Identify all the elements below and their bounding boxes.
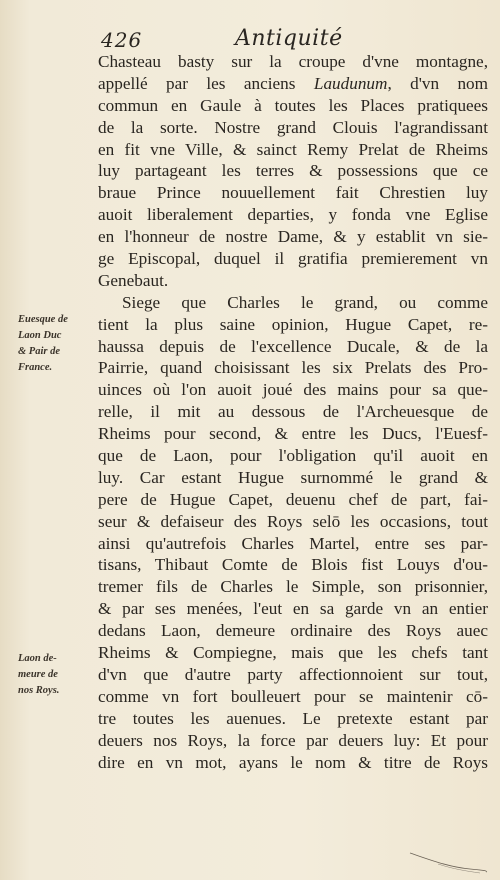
text-span: que de Laon, pour l'obligation qu'il auoit en: [98, 446, 488, 466]
text-line: [98, 533, 488, 555]
text-span: Rheims & Compiegne, mais que les chefs tant: [98, 643, 488, 663]
text-line: [98, 314, 488, 336]
text-span: & par ses menées, l'eut en sa garde vn an entier: [98, 599, 488, 619]
text-line: [98, 73, 488, 95]
text-span: braue Prince nouuellement fait Chrestien luy: [98, 183, 488, 203]
text-span: auoit liberalement departies, y fonda vne Eglise: [98, 205, 488, 225]
text-line: [98, 117, 488, 139]
text-line: [98, 664, 488, 686]
text-line: [98, 248, 488, 270]
text-span: , d'vn nom: [387, 73, 488, 93]
text-span: tisans, Thibaut Comte de Blois fist Louys d'ou-: [98, 555, 488, 575]
text-span: Pairrie, quand choisissant les six Prelats des Pro-: [98, 358, 488, 378]
italic-term: Laudunum: [313, 73, 388, 93]
text-span: seur & defaiseur des Roys selō les occasions, tout: [98, 511, 488, 531]
text-span: Genebaut.: [98, 270, 169, 290]
text-line: [98, 598, 488, 620]
margin-note-line: Laon Duc: [18, 330, 62, 341]
text-line: [98, 620, 488, 642]
body-text: [98, 51, 488, 773]
text-line: [98, 554, 488, 576]
page-header: [95, 26, 485, 52]
text-span: relle, il mit au dessous de l'Archeuesque de: [98, 402, 488, 422]
text-span: d'vn que d'autre party affectionnoient sur tout,: [98, 664, 488, 684]
margin-note-line: Euesque de: [18, 314, 68, 325]
text-span: Chasteau basty sur la croupe d'vne montagne,: [98, 52, 488, 71]
text-line: [98, 730, 488, 752]
text-span: dire en vn mot, ayans le nom & titre de Roys: [98, 752, 488, 772]
text-line: [98, 489, 488, 511]
text-line: [98, 423, 488, 445]
text-line: [98, 752, 488, 774]
text-line: [98, 270, 488, 292]
text-line: [98, 336, 488, 358]
text-span: commun en Gaule à toutes les Places pratiquees: [98, 95, 488, 115]
margin-note-line: & Pair de: [18, 346, 60, 357]
text-line: [98, 401, 488, 423]
text-line: [98, 511, 488, 533]
text-span: appellé par les anciens: [98, 73, 314, 93]
text-span: en fit vne Ville, & sainct Remy Prelat de Rheims: [98, 139, 488, 159]
pen-stroke-mark: [408, 845, 488, 875]
text-span: tient la plus saine opinion, Hugue Capet, re-: [98, 314, 488, 334]
text-span: deuers nos Roys, la force par deuers luy: Et pour: [98, 730, 488, 750]
text-span: en l'honneur de nostre Dame, & y establit vn sie-: [98, 227, 488, 247]
text-line: [98, 182, 488, 204]
text-span: Rheims pour second, & entre les Ducs, l'Euesf-: [98, 424, 488, 444]
text-span: uinces où l'on auoit joué des mains pour sa que-: [98, 380, 488, 400]
text-span: de la sorte. Nostre grand Clouis l'agrandissant: [98, 117, 488, 137]
text-line: [98, 686, 488, 708]
text-span: tremer fils de Charles le Simple, son prisonnier,: [98, 577, 488, 597]
text-span: tre toutes les auenues. Le pretexte estant par: [98, 708, 488, 728]
margin-note-laon-residence: [18, 651, 96, 699]
text-span: haussa depuis de l'excellence Ducale, & de la: [98, 336, 488, 356]
text-span: pere de Hugue Capet, deuenu chef de part, fai-: [98, 489, 488, 509]
text-span: comme vn fort boulleuert pour se maintenir cō-: [98, 686, 488, 706]
text-line: [98, 576, 488, 598]
margin-note-line: meure de: [18, 669, 58, 680]
text-line: [98, 642, 488, 664]
text-line: [98, 292, 488, 314]
text-span: luy. Car estant Hugue surnommé le grand &: [98, 467, 488, 487]
text-line: [98, 445, 488, 467]
text-line: [98, 467, 488, 489]
text-line: [98, 51, 488, 73]
text-span: ainsi qu'autrefois Charles Martel, entre ses par-: [98, 533, 488, 553]
text-span: ge Episcopal, duquel il gratifia premierement vn: [98, 249, 488, 269]
page-number: 426: [101, 28, 143, 52]
margin-note-line: Laon de-: [18, 653, 57, 664]
margin-note-line: nos Roys.: [18, 685, 60, 696]
text-line: [98, 95, 488, 117]
text-span: luy partageant les terres & possessions que ce: [98, 161, 488, 181]
running-title: Antiquité: [235, 26, 343, 51]
text-line: [98, 379, 488, 401]
text-line: [98, 226, 488, 248]
text-line: [98, 160, 488, 182]
text-line: [98, 357, 488, 379]
text-line: [98, 204, 488, 226]
text-span: Siege que Charles le grand, ou comme: [122, 292, 488, 312]
margin-note-line: France.: [18, 362, 53, 373]
margin-note-bishop-of-laon: [18, 312, 96, 376]
text-line: [98, 708, 488, 730]
text-line: [98, 139, 488, 161]
text-span: dedans Laon, demeure ordinaire des Roys auec: [98, 621, 488, 641]
